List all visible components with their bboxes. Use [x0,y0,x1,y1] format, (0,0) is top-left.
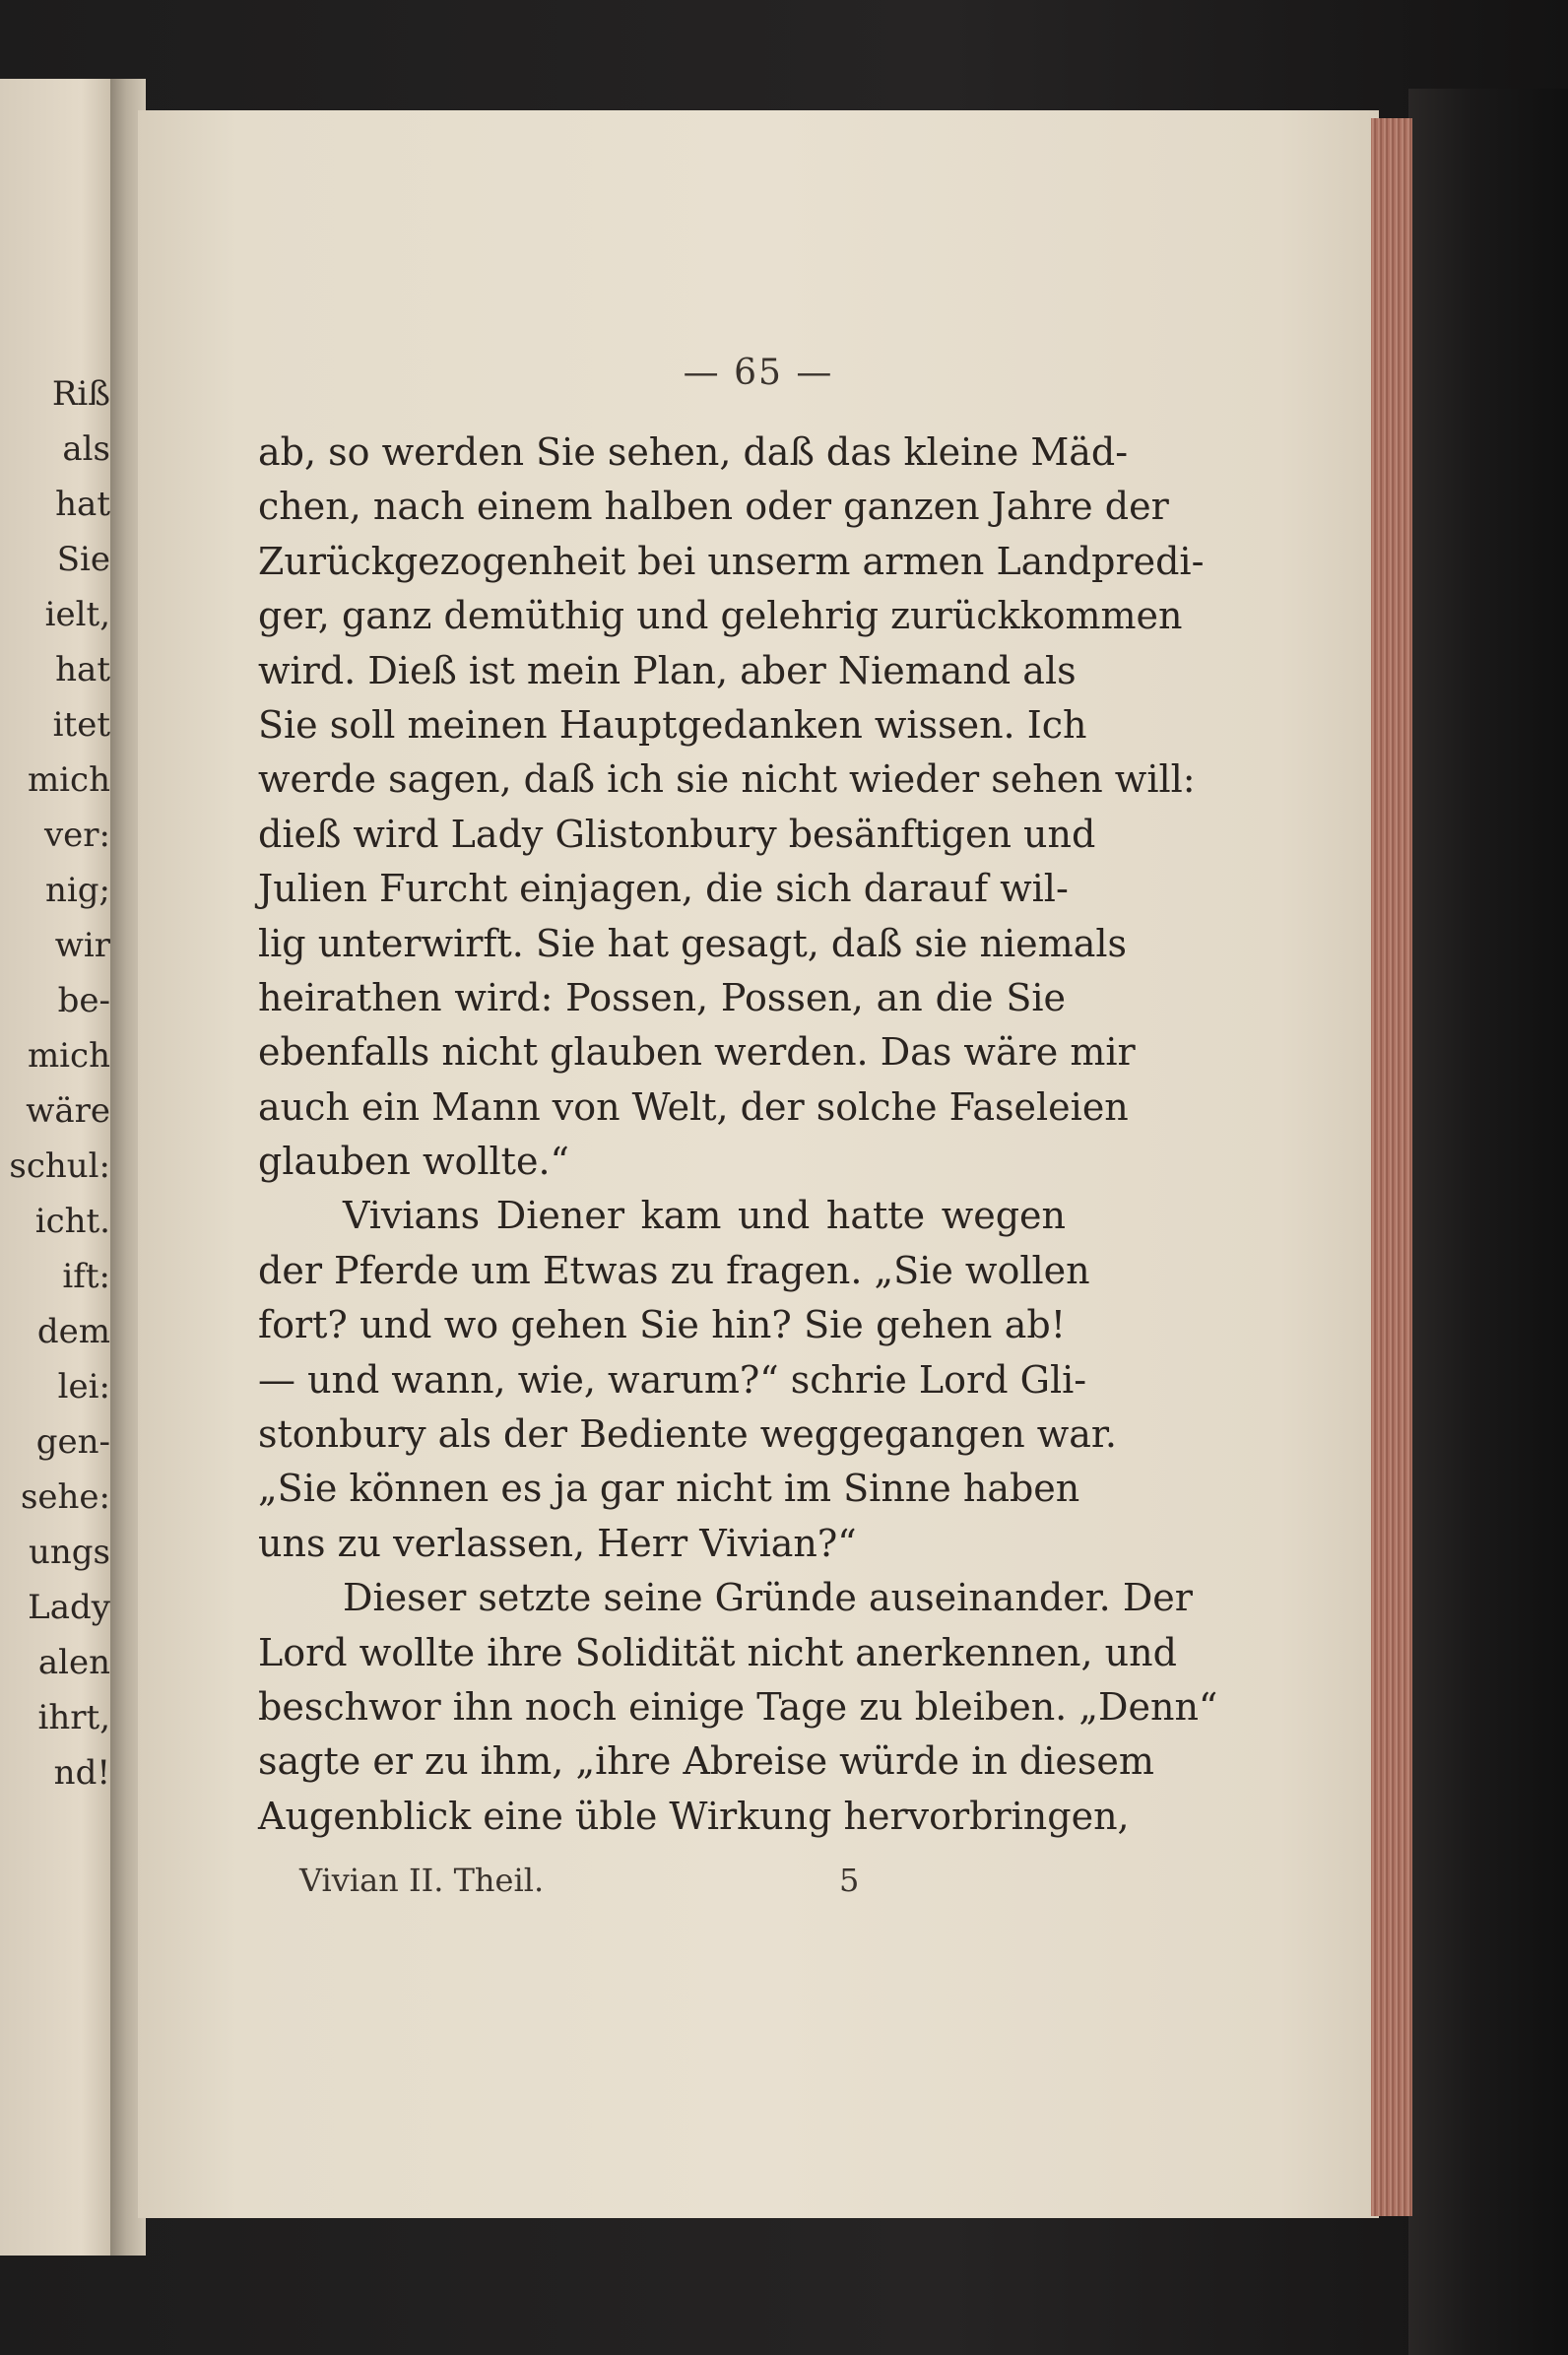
text-line: Zurückgezogenheit bei unserm armen Landpredi- [258,539,1205,583]
text-line: Lord wollte ihre Solidität nicht anerkennen, und [258,1630,1177,1674]
left-page-text-fragment: ungs [28,1533,110,1572]
text-line: glauben wollte.“ [258,1140,569,1184]
text-line: „Sie können es ja gar nicht im Sinne haben [258,1467,1080,1511]
text-line: Vivians Diener kam und hatte wegen [343,1194,1066,1238]
text-line: stonbury als der Bediente weggegangen war. [258,1412,1117,1457]
left-page-text-fragment: lei: [57,1367,110,1406]
left-page-text-fragment: schul: [9,1146,110,1186]
left-page-text-fragment: nd! [53,1753,110,1793]
text-line: Augenblick eine üble Wirkung hervorbringen, [258,1794,1130,1838]
left-page-text-fragment: dem [36,1312,110,1351]
text-line: der Pferde um Etwas zu fragen. „Sie wollen [258,1248,1090,1292]
left-page-text-fragment: icht. [34,1202,110,1241]
text-line: werde sagen, daß ich sie nicht wieder sehen will: [258,757,1196,802]
left-page-text-fragment: mich [27,1036,110,1076]
left-page-text-fragment: mich [27,760,110,800]
left-page-text-fragment: Riß [51,374,110,414]
left-page-text-fragment: ihrt, [37,1698,110,1737]
text-line: — und wann, wie, warum?“ schrie Lord Gli- [258,1357,1087,1402]
left-page-text-fragment: ver: [43,816,110,855]
text-line: chen, nach einem halben oder ganzen Jahre der [258,485,1169,529]
left-page-text-fragment: als [62,429,110,469]
left-page-text-fragment: hat [55,650,110,689]
text-line: ab, so werden Sie sehen, daß das kleine Mäd- [258,430,1129,474]
left-page-text-fragment: alen [37,1643,110,1682]
left-page-text-fragment: sehe: [20,1477,110,1517]
text-line: ger, ganz demüthig und gelehrig zurückkommen [258,594,1183,638]
text-line: Julien Furcht einjagen, die sich darauf wil- [258,867,1069,911]
text-line: lig unterwirft. Sie hat gesagt, daß sie niemals [258,921,1127,965]
text-line: fort? und wo gehen Sie hin? Sie gehen ab! [258,1303,1066,1347]
text-line: wird. Dieß ist mein Plan, aber Niemand als [258,648,1077,692]
text-line: Sie soll meinen Hauptgedanken wissen. Ich [258,702,1087,747]
left-page-text-fragment: ielt, [44,595,110,634]
left-page-text-fragment: Lady [28,1588,110,1627]
left-page-text-fragment: ift: [62,1257,110,1296]
text-line: beschwor ihn noch einige Tage zu bleiben. „Denn“ [258,1684,1218,1729]
text-line: Dieser setzte seine Gründe auseinander. Der [343,1576,1193,1620]
left-page-text-fragment: gen- [35,1422,110,1462]
left-page-text-fragment: Sie [56,540,110,579]
book-cover-edge [1408,89,1568,2355]
left-page-text-fragment: hat [55,485,110,524]
text-line: auch ein Mann von Welt, der solche Faseleien [258,1084,1129,1129]
left-page-text-fragment: nig; [45,871,110,910]
text-line: sagte er zu ihm, „ihre Abreise würde in diesem [258,1739,1154,1784]
left-page-text-fragment: itet [52,705,110,745]
page-edges [1371,118,1412,2216]
body-text [258,425,1218,1844]
left-page-text-fragment: wäre [26,1091,110,1131]
page-header: — 65 — [683,353,834,393]
text-line: heirathen wird: Possen, Possen, an die Sie [258,975,1066,1019]
left-page [0,79,116,2256]
left-page-text-fragment: be- [57,981,110,1020]
footer-signature-number: 5 [839,1862,860,1899]
footer-signature: Vivian II. Theil. [299,1862,545,1899]
text-line: ebenfalls nicht glauben werden. Das wäre mir [258,1030,1136,1075]
left-page-text-fragment: wir [54,926,110,965]
text-line: dieß wird Lady Glistonbury besänftigen und [258,812,1096,856]
text-line: uns zu verlassen, Herr Vivian?“ [258,1521,857,1565]
